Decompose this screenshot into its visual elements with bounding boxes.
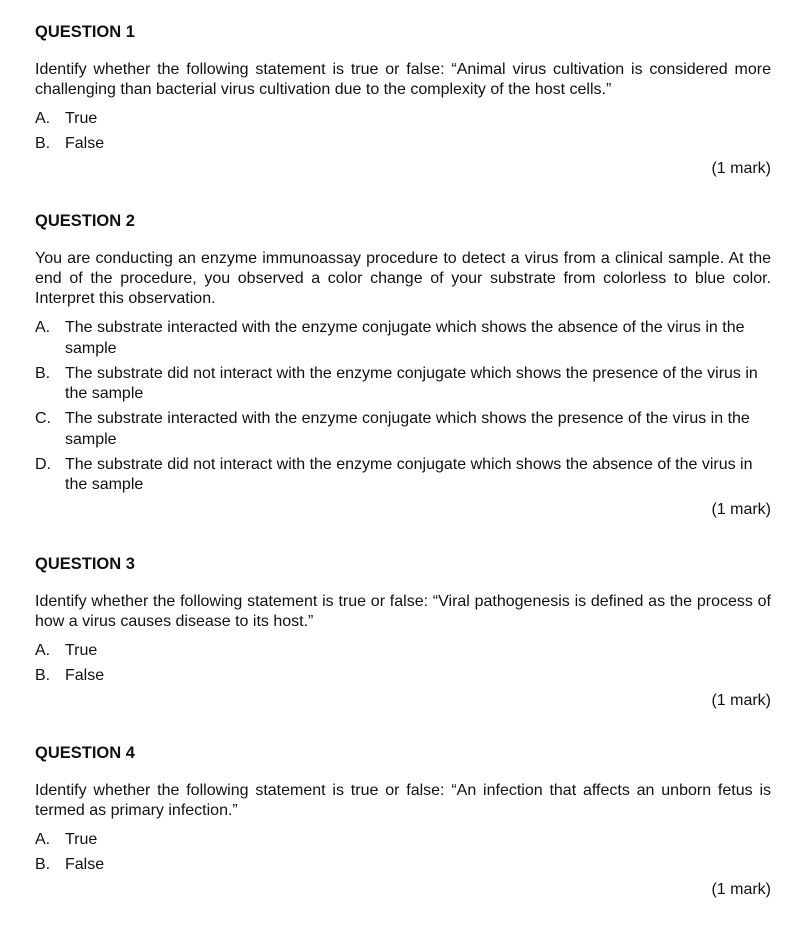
option-text: True xyxy=(65,831,98,848)
question-2 xyxy=(35,211,771,520)
option-list xyxy=(35,109,771,155)
option-list xyxy=(35,318,771,496)
option-letter: C. xyxy=(35,410,51,427)
option-b[interactable] xyxy=(35,855,771,876)
question-3 xyxy=(35,554,771,711)
option-a[interactable] xyxy=(35,641,771,662)
option-b[interactable] xyxy=(35,666,771,687)
option-text: True xyxy=(65,642,98,659)
question-title: QUESTION 1 xyxy=(35,23,135,41)
option-letter: B. xyxy=(35,856,51,873)
question-title: QUESTION 2 xyxy=(35,212,135,230)
option-text: The substrate interacted with the enzyme conjugate which shows the absence of the virus in the sample xyxy=(65,319,745,357)
option-letter: A. xyxy=(35,110,51,127)
question-text: Identify whether the following statement is true or false: “Viral pathogenesis is defined as the process of how a virus causes disease to its host.” xyxy=(35,593,771,630)
question-text: You are conducting an enzyme immunoassay procedure to detect a virus from a clinical sample. At the end of the procedure, you observed a color change of your substrate from colorless to blue color. Interpret this observation. xyxy=(35,250,771,307)
question-4 xyxy=(35,743,771,900)
option-b[interactable] xyxy=(35,134,771,155)
option-a[interactable] xyxy=(35,830,771,851)
option-letter: D. xyxy=(35,455,51,473)
option-text: False xyxy=(65,135,105,152)
question-title: QUESTION 4 xyxy=(35,744,135,762)
option-letter: B. xyxy=(35,135,51,152)
mark-label: (1 mark) xyxy=(711,160,771,177)
question-text: Identify whether the following statement is true or false: “Animal virus cultivation is considered more challenging than bacterial virus cultivation due to the complexity of the host cells.” xyxy=(35,61,771,98)
option-letter: A. xyxy=(35,831,51,848)
mark-label: (1 mark) xyxy=(711,692,771,709)
option-text: False xyxy=(65,856,105,873)
question-title: QUESTION 3 xyxy=(35,555,135,573)
option-b[interactable] xyxy=(35,364,771,405)
option-a[interactable] xyxy=(35,109,771,130)
option-letter: A. xyxy=(35,642,51,659)
option-text: True xyxy=(65,110,98,127)
option-c[interactable] xyxy=(35,409,771,450)
option-a[interactable] xyxy=(35,318,771,359)
question-text: Identify whether the following statement is true or false: “An infection that affects an unborn fetus is termed as primary infection.” xyxy=(35,782,771,819)
mark-label: (1 mark) xyxy=(711,501,771,518)
option-letter: A. xyxy=(35,319,51,336)
option-text: The substrate interacted with the enzyme conjugate which shows the presence of the virus in the sample xyxy=(65,410,750,448)
option-list xyxy=(35,830,771,876)
option-text: The substrate did not interact with the enzyme conjugate which shows the presence of the virus in the sample xyxy=(65,364,758,402)
question-1 xyxy=(35,22,771,179)
option-text: The substrate did not interact with the enzyme conjugate which shows the absence of the virus in the sample xyxy=(65,455,753,493)
option-list xyxy=(35,641,771,687)
option-d[interactable] xyxy=(35,455,771,496)
option-letter: B. xyxy=(35,364,51,382)
mark-label: (1 mark) xyxy=(711,881,771,898)
option-text: False xyxy=(65,667,105,684)
option-letter: B. xyxy=(35,667,51,684)
